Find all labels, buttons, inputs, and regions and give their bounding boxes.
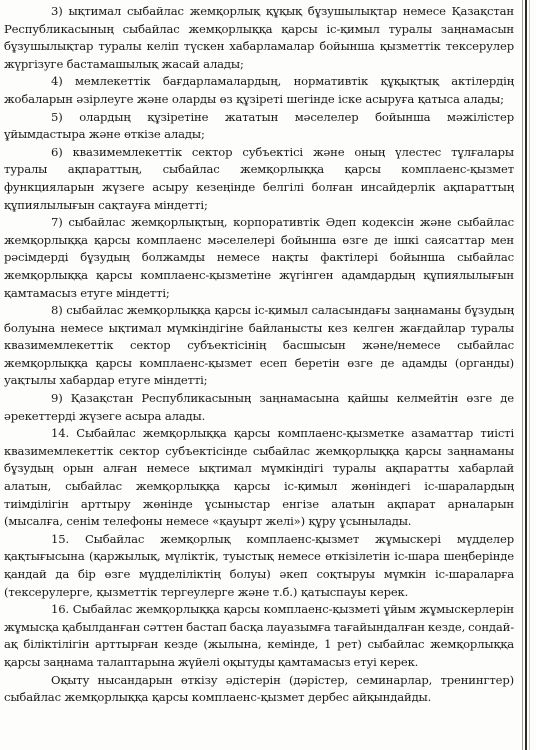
paragraph-training-forms: Оқыту нысандарын өткізу әдістерін (дәрістер, семинарлар, тренингтер) сыбайлас жемқорлыққа қарсы комплаенс-қызмет дербес айқындайды. xyxy=(4,672,514,705)
paragraph-item-9: 9) Қазақстан Республикасының заңнамасына қайшы келмейтін өзге де әрекеттерді жүзеге асыра алады. xyxy=(4,391,514,423)
paragraph-item-5: 5) олардың құзіретіне жататын мәселелер бойынша мәжілістер ұйымдастыра және өткізе алады; xyxy=(4,109,514,142)
scan-artifact-line xyxy=(529,0,530,750)
scan-artifact-line xyxy=(525,0,527,750)
paragraph-item-6: 6) квазимемлекеттік сектор субъектісі және оның үлестес тұлғалары туралы ақпараттың, сыбайлас жемқорлыққа қарсы комплаенс-қызмет функцияларын жүзеге асыру кезеңінде белгілі болған инсайдерлік ақпараттың құпиялылығын сақтауға міндетті; xyxy=(4,144,514,212)
paragraph-item-8: 8) сыбайлас жемқорлыққа қарсы іс-қимыл саласындағы заңнаманы бұзудың болуына немесе ықтимал мүмкіндігіне байланысты кез келген жағдайлар туралы квазимемлекеттік сектор субъектісінің басшысын және/немесе сыбайлас жемқорлыққа қарсы комплаенс-қызмет есеп беретін өзге де адамды (органды) уақтылы хабардар етуге міндетті; xyxy=(4,303,514,388)
paragraph-item-4: 4) мемлекеттік бағдарламалардың, нормативтік құқықтық актілердің жобаларын әзірлеуге және оларды өз құзіреті шегінде іске асыруға қатыса алады; xyxy=(4,74,514,106)
paragraph-clause-16: 16. Сыбайлас жемқорлыққа қарсы комплаенс-қызметі ұйым жұмыскерлерін жұмысқа қабылданған сәттен бастап басқа лауазымға тағайындалған кезде, сондай-ақ біліктілігін арттырған кезде (жылына, кемінде, 1 рет) сыбайлас жемқорлыққа қарсы заңнама талаптарына жүйелі оқытуды қамтамасыз етуі керек. xyxy=(4,602,514,669)
paragraph-item-7: 7) сыбайлас жемқорлықтың, корпоративтік Әдеп кодексін және сыбайлас жемқорлыққа қарсы комплаенс мәселелері бойынша өзге де ішкі саясаттар мен рәсімдерді бұзудың болжамды немесе нақты фактілері бойынша сыбайлас жемқорлыққа қарсы комплаенс-қызметіне жүгінген адамдардың құпиялылығын қамтамасыз етуге міндетті; xyxy=(4,215,514,300)
paragraph-clause-15: 15. Сыбайлас жемқорлық комплаенс-қызмет жұмыскері мүдделер қақтығысына (қаржылық, мүліктік, туыстық немесе өткізілетін іс-шара шеңберінде қандай да бір өзге мүдделіліктің болуы) әкеп соқтыруы мүмкін іс-шараларға (тексерулерге, қызметтік тергеулерге және т.б.) қатыспауы керек. xyxy=(4,531,514,599)
scan-artifact-line xyxy=(522,0,523,750)
paragraph-clause-14: 14. Сыбайлас жемқорлыққа қарсы комплаенс-қызметке азаматтар тиісті квазимемлекеттік сектор субъектісінде сыбайлас жемқорлыққа қарсы заңнаманы бұзудың орын алған немесе ықтимал мүмкіндігі туралы ақпаратты хабарлай алатын, сыбайлас жемқорлыққа қарсы іс-қимыл жөніндегі іс-шаралардың тиімділігін арттыру жөнінде ұсыныстар енгізе алатын ақпарат арналарын (мысалға, сенім телефоны немесе «қауырт желі») құру ұсынылады. xyxy=(4,426,514,529)
paragraph-item-3: 3) ықтимал сыбайлас жемқорлық құқық бұзушылықтар немесе Қазақстан Республикасының сыбайлас жемқорлыққа қарсы іс-қимыл туралы заңнамасын бұзушылықтар туралы келіп түскен хабарламалар бойынша қызметтік тексерулер жүргізуге бастамашылық жасай алады; xyxy=(4,4,514,71)
